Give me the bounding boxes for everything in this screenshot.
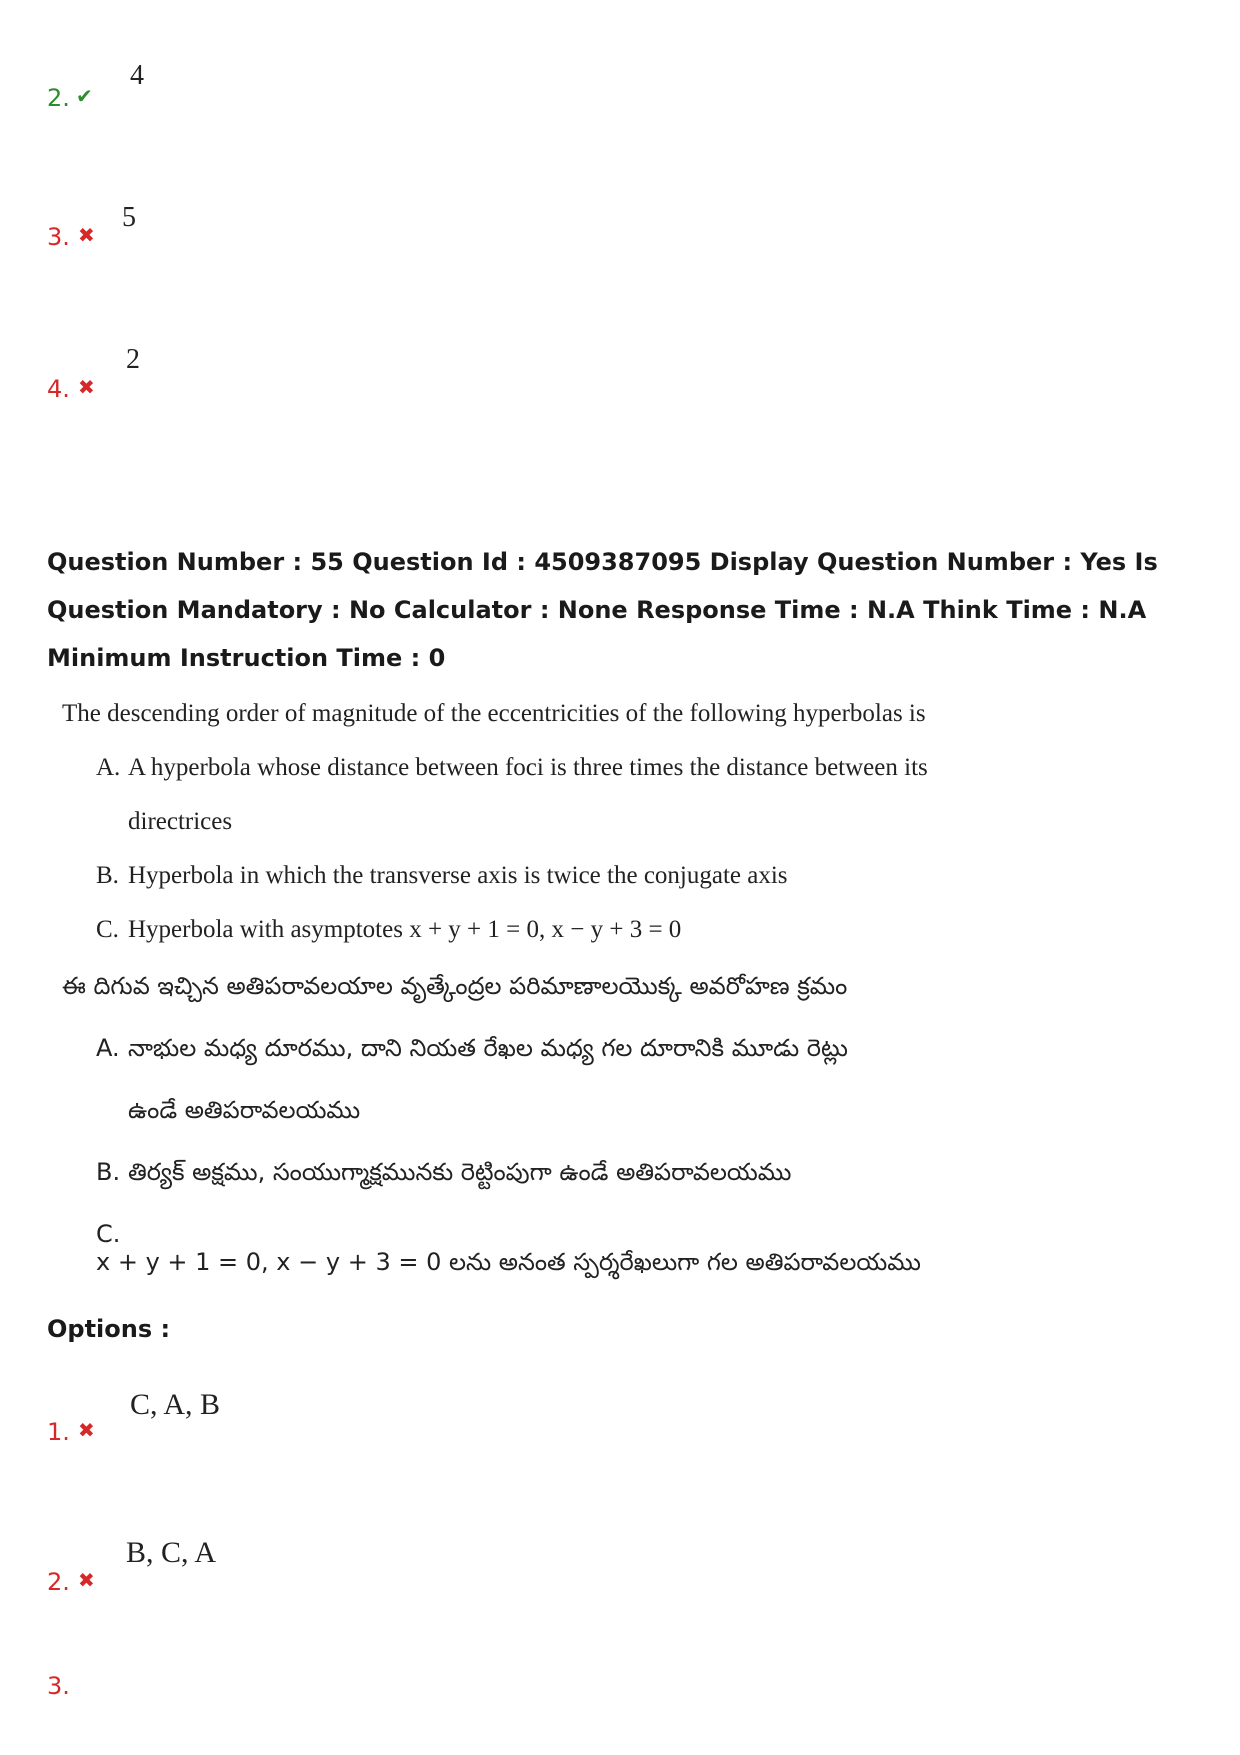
option-number: 1. xyxy=(47,1418,70,1446)
option-number: 3. xyxy=(47,1672,70,1700)
statement-label: B. xyxy=(96,1158,121,1186)
statement-label: A. xyxy=(96,1034,120,1062)
statement-c-te xyxy=(96,1220,932,1282)
statement-a-te xyxy=(96,1034,848,1068)
statement-c-en xyxy=(96,916,681,944)
option-value: C, A, B xyxy=(130,1388,221,1421)
statement-label: A. xyxy=(96,754,121,781)
cross-icon: ✖ xyxy=(78,223,95,247)
option-value: B, C, A xyxy=(126,1536,217,1569)
cross-icon: ✖ xyxy=(78,1568,95,1592)
statement-text: తిర్యక్ అక్షము, సంయుగ్మాక్షమునకు రెట్టింపుగా ఉండే అతిపరావలయము xyxy=(128,1158,792,1186)
option-value: 4 xyxy=(130,60,144,91)
option-value: 2 xyxy=(126,344,140,375)
statement-text: A hyperbola whose distance between foci is three times the distance between its xyxy=(128,754,928,781)
option-number: 3. xyxy=(47,223,70,251)
prev-option-2 xyxy=(47,84,70,112)
option-value: 5 xyxy=(122,202,136,233)
statement-label: C. xyxy=(96,1220,121,1248)
prev-option-3 xyxy=(47,223,70,251)
statement-text: x + y + 1 = 0, x − y + 3 = 0 లను అనంత స్పర్శరేఖలుగా గల అతిపరావలయము xyxy=(96,1248,921,1276)
statement-b-en xyxy=(96,862,788,890)
option-number: 4. xyxy=(47,375,70,403)
statement-b-te xyxy=(96,1158,791,1192)
statement-a-en-continuation: directrices xyxy=(128,808,233,835)
statement-text: నాభుల మధ్య దూరము, దాని నియత రేఖల మధ్య గల దూరానికి మూడు రెట్లు xyxy=(128,1034,848,1062)
statement-text: Hyperbola with asymptotes x + y + 1 = 0, x − y + 3 = 0 xyxy=(128,916,682,943)
cross-icon: ✖ xyxy=(78,375,95,399)
statement-a-en xyxy=(96,754,928,782)
check-icon: ✔ xyxy=(76,84,93,108)
statement-a-te-continuation: ఉండే అతిపరావలయము xyxy=(128,1096,361,1124)
cross-icon: ✖ xyxy=(78,1418,95,1442)
option-2 xyxy=(47,1568,70,1596)
statement-label: B. xyxy=(96,862,119,889)
question-stem-te: ఈ దిగువ ఇచ్చిన అతిపరావలయాల వృత్కేంద్రల పరిమాణాలయొక్క అవరోహణ క్రమం xyxy=(62,972,848,1000)
statement-label: C. xyxy=(96,916,119,943)
question-header: Question Number : 55 Question Id : 4509387095 Display Question Number : Yes Is Question Mandatory : No Calculator : None Response Time : N.A Think Time : N.A Minimum Instruction Time : 0 xyxy=(47,548,1158,672)
statement-text: Hyperbola in which the transverse axis is twice the conjugate axis xyxy=(128,862,788,889)
option-3 xyxy=(47,1672,70,1700)
option-number: 2. xyxy=(47,84,70,112)
option-number: 2. xyxy=(47,1568,70,1596)
option-1 xyxy=(47,1418,70,1446)
options-label: Options : xyxy=(47,1315,171,1343)
question-stem-en: The descending order of magnitude of the eccentricities of the following hyperbolas is xyxy=(62,700,926,727)
prev-option-4 xyxy=(47,375,70,403)
